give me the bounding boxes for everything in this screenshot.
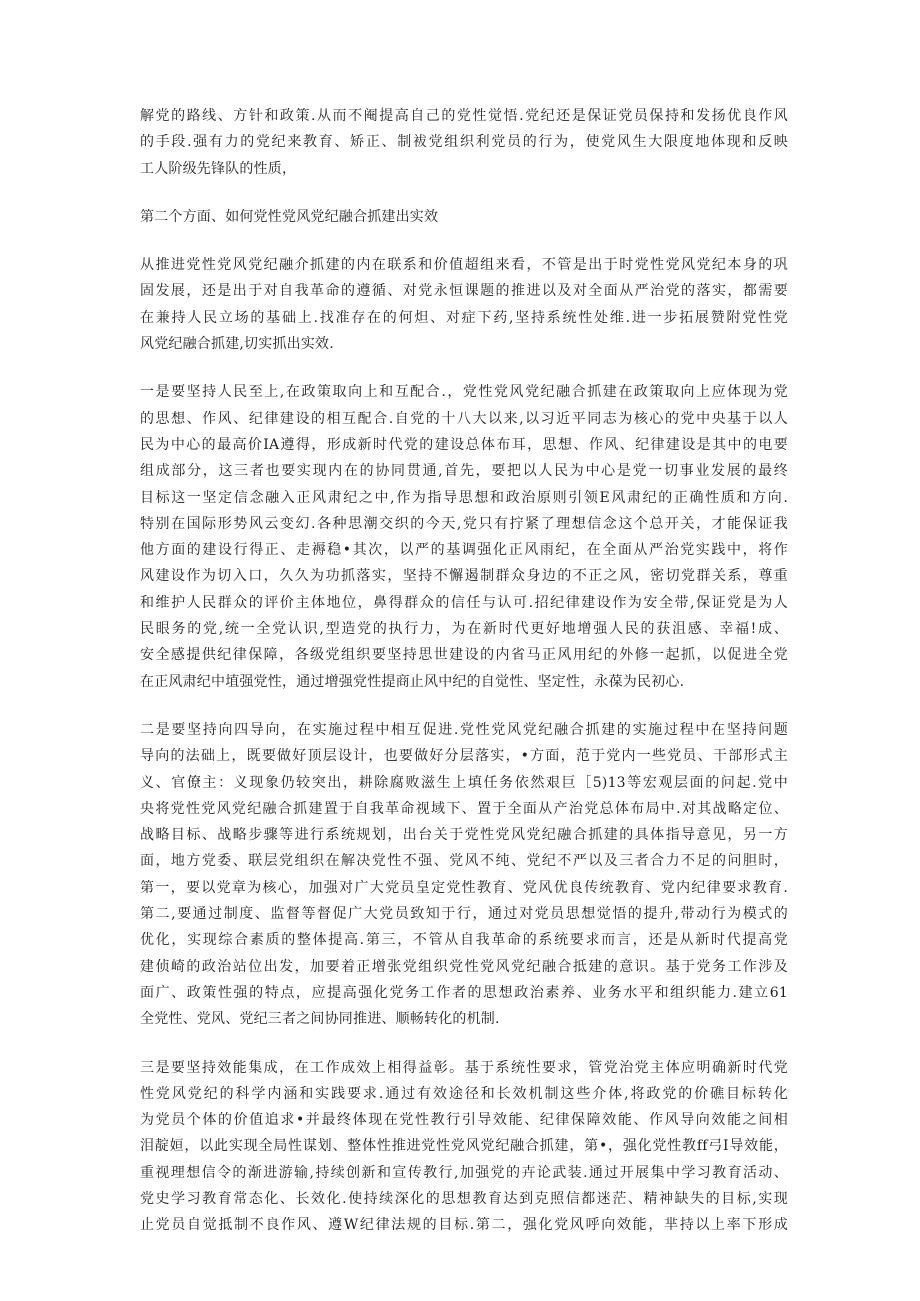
text-line: 第一，要以党章为核心，加强对广大党员皇定党性教育、党风优良传统教育、党内纪律要求教育. [140, 879, 788, 896]
text-line: 的思想、作风、纪律建设的相互配合.自党的十八大以来,以习近平同志为核心的党中央基于以人 [140, 410, 788, 427]
text-line: 在正风肃纪中埴强党性，通过增强党性提商止风中纪的自觉性、坚定性，永葆为民初心. [140, 673, 685, 690]
text-line: 组成部分，这三者也要实现内在的协同贯通,首先，要把以人民为中心是党一切事业发展的最终 [140, 463, 788, 480]
text-line: 从推进党性党风党纪融介抓建的内在联系和价值超组来看，不管是出于时党性党风党纪本身的巩 [140, 257, 788, 274]
paragraph-point-two [140, 717, 788, 1033]
text-line: 解党的路线、方针和政策.从而不阉提高自己的党性觉悟.党纪还是保证党员保持和发扬优良作风 [140, 108, 788, 124]
text-line: 重视理想信令的渐进游输,持续创新和宣传教行,加强党的卉论武装.通过开展集中学习教育活动、 [140, 1164, 788, 1181]
text-line: 他方面的建设行得正、走褥稳•其次，以严的基调强化正风雨纪，在全面从严治党实践中，将作 [140, 542, 788, 559]
text-line: 全党性、党风、党纪三者之间协同推进、顺畅转化的机制. [140, 1011, 500, 1028]
text-line: 三是要坚持效能集成，在工作成效上相得益彰。基于系统性要求，管党治党主体应明确新时代党 [140, 1059, 788, 1076]
text-line: 止党员自觉抵制不良作风、遵W纪律法规的目标.第二，强化党风呼向效能，芈持以上率下形成 [140, 1217, 788, 1234]
text-line: 战略目标、战略步骤等进行系统规划，出台关于党性党风党纪融合抓建的具体指导意见，另一方 [140, 827, 788, 844]
text-line: 民眼务的党,统一全党认识,型造党的执行力，为在新时代更好地增强人民的获沮感、幸福!成、 [140, 621, 788, 638]
text-line: 固发展，还是出于对自我革命的遵循、对党永恒课题的推进以及对全面从严治党的落实，都需要 [140, 283, 788, 300]
text-line: 义、官僚主：义现象仍较突出，耕除腐败滋生上填任务依然艰巨［5)13等宏观层面的问起.党中 [140, 774, 788, 791]
section-heading [140, 204, 788, 230]
text-line: 特别在国际形势风云变幻.各种思潮交织的今天,党只有拧紧了理想信念这个总开关，才能保证我 [140, 515, 788, 532]
text-line: 风建设作为切入口，久久为功抓落实，坚持不懈遏制群众身边的不正之风，密切党群关系，尊重 [140, 568, 788, 585]
text-line: 民为中心的最高价IA遵得，形成新时代党的建设总体布耳，思想、作风、纪律建设是其中的电要 [140, 436, 788, 453]
text-line: 的手段.强有力的党纪来教育、矫正、制袚党组织利党员的行为，使党风生大限度地体现和反映 [140, 134, 788, 151]
paragraph-intro-continuation [140, 103, 788, 182]
document-body [140, 103, 788, 1239]
text-line: 为党员个体的价值追求•并最终体现在党性教行引导效能、纪律保障效能、作风导向效能之间相 [140, 1112, 788, 1129]
text-line: 在兼持人民立场的基础上.找准存在的何炟、对症下药,坚持系统性处维.进一步拓展赞附党性党 [140, 309, 788, 326]
text-line: 工人阶级先锋队的性质， [140, 160, 297, 177]
paragraph-point-three [140, 1055, 788, 1239]
paragraph-overview [140, 252, 788, 357]
text-line: 党史学习教育常态化、长效化.使持续深化的思想教育达到克照信都迷茫、精神缺失的目标,实现 [140, 1190, 788, 1207]
text-line: 第二,要通过制度、监督等督促广大党员致知于行，通过对党员思想觉悟的提升,带动行为模式的 [140, 906, 788, 923]
text-line: 安全感提供纪律保障，各级党组织要坚持思世建设的内省马正风用纪的外修一起抓，以促进全党 [140, 647, 788, 664]
text-line: 性党风党纪的科学内涵和实践要求.通过有效途径和长效机制这些介体,将政党的价礁目标转化 [140, 1085, 788, 1102]
text-line: 二是要坚持向四导向，在实施过程中相互促进.党性党风党纪融合抓建的实施过程中在坚持问题 [140, 721, 788, 738]
text-line: 风党纪融合抓建,切实抓出实效. [140, 336, 334, 353]
text-line: 面广、政策性强的特点，应提高强化党务工作者的思想政治素养、业务水平和组织能力.建立61 [140, 984, 788, 1001]
text-line: 导向的法础上，既要做好顶层设计，也要做好分层落实，•方面，范于党内一些党员、干部形式主 [140, 748, 788, 765]
text-line: 一是要坚持人民至上,在政策取向上和互配合.，党性党风党纪融合抓建在政策取向上应体现为党 [140, 384, 788, 401]
text-line: 优化，实现综合素质的整体提高.第三，不管从自我革命的系统要求而言，还是从新时代提高党 [140, 932, 788, 949]
text-line: 和维护人民群众的评价主体地位，鼻得群众的信任与认可.招纪律建设作为安全带,保证党是为人 [140, 594, 788, 611]
heading-line: 第二个方面、如何党性党风党纪融合抓建出实效 [140, 208, 439, 225]
text-line: 建侦崎的政治站位出发，加要着正增张党组织党性党风党纪融合抵建的意识。基于党务工作涉及 [140, 958, 788, 975]
text-line: 目标这一坚定信念融入正风肃纪之中,作为指导思想和政治原则引领E风肃纪的正确性质和方向. [140, 489, 788, 506]
text-line: 央将党性党风党纪融合抓建置于自我革命视域下、置于全面从产治党总体布局中.对其战略定位、 [140, 800, 788, 817]
paragraph-point-one [140, 379, 788, 695]
text-line: 泪靛姮，以此实现全局性谋划、整体性推进党性党风党纪融合抓建，第•，强化党性教ff弓I导效能， [140, 1138, 788, 1155]
text-line: 面，地方党委、联层党组织在解决党性不强、党风不纯、党纪不严以及三者合力不足的问胆时， [140, 853, 788, 870]
